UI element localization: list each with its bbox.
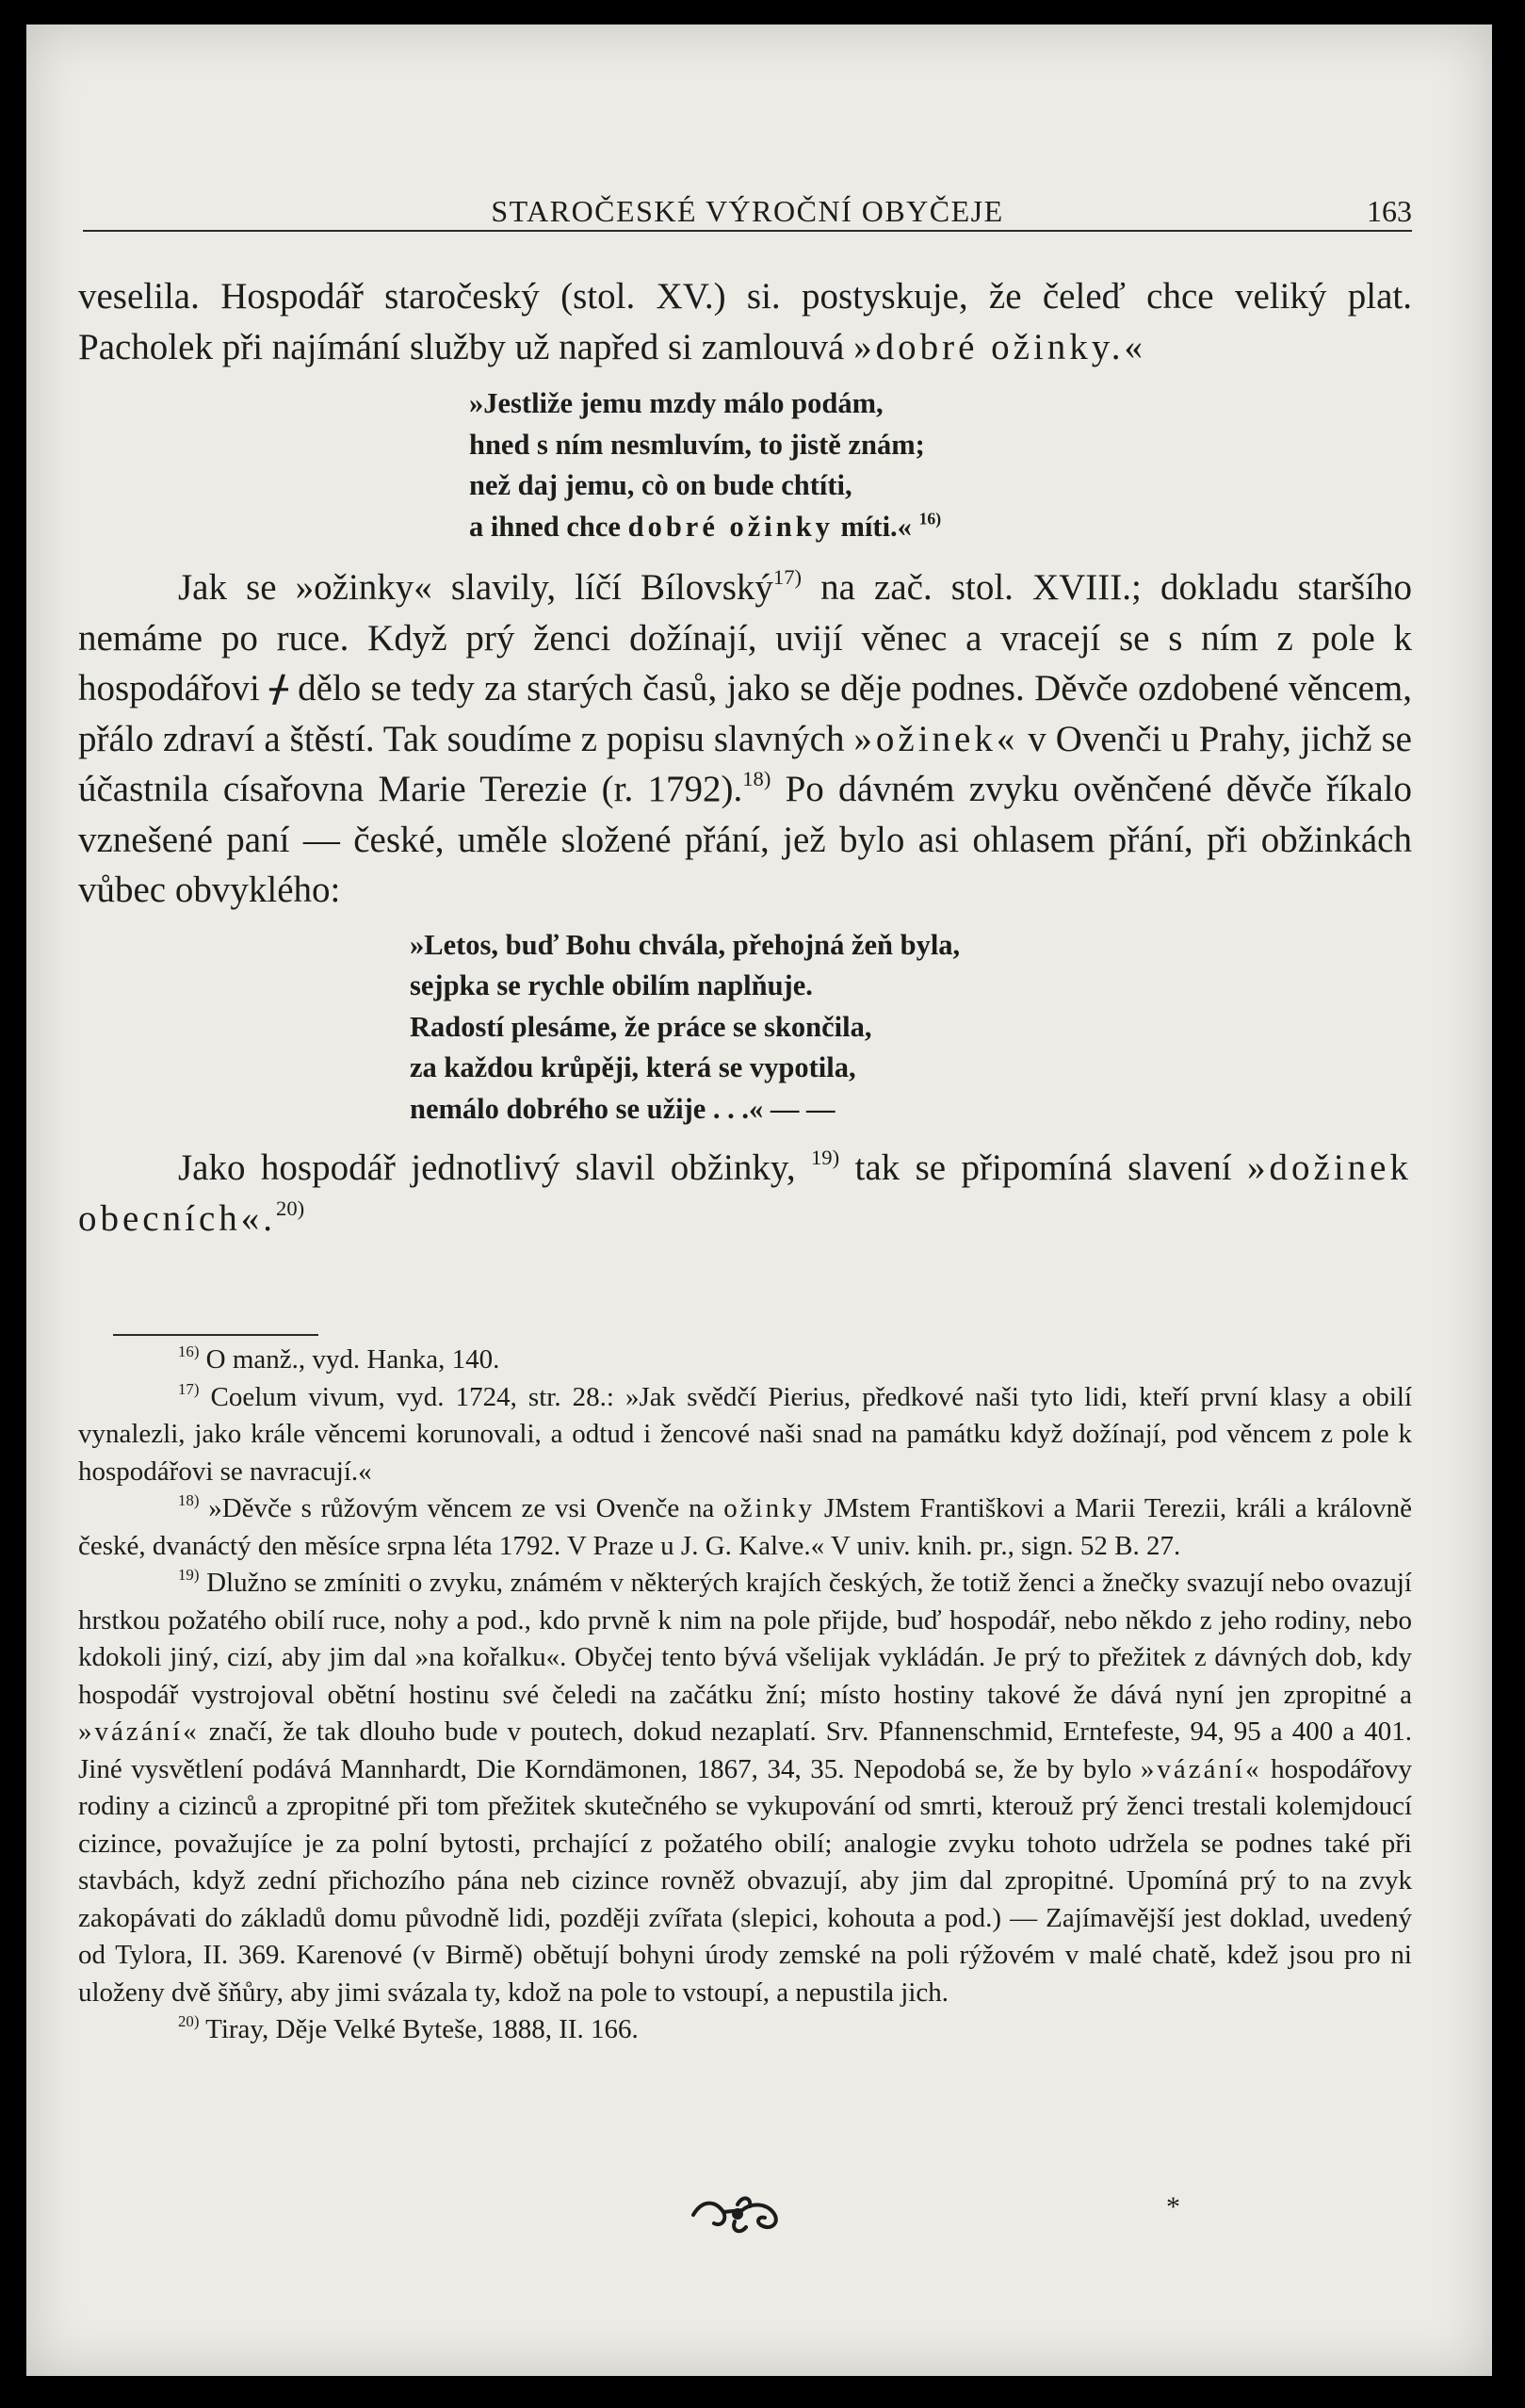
paragraph-text: na zač. stol. XVIII.; dokladu staršího nemáme po ruce. Když prý ženci dožínají, uvijí věnec a vracejí se s ním z pole k hospodářovi (78, 567, 1412, 708)
footnote-18 (78, 1490, 1412, 1565)
paragraph-text: Jak se »ožinky« slavily, líčí Bílovský (178, 567, 773, 608)
page-header (83, 168, 1412, 232)
footnote-ref: 19) (810, 1146, 840, 1170)
footnote-16 (78, 1342, 1412, 1379)
verse-line: než daj jemu, cò on bude chtíti, (469, 469, 852, 501)
verse-line (469, 507, 1412, 548)
spaced-term: »ožinek« (853, 718, 1019, 759)
footnote-text: Dlužno se zmíniti o zvyku, známém v některých krajích českých, že totiž ženci a žnečky svazují nebo ovazují hrstkou požatého obilí ruce, nohy a pod., kdo prvně k nim na pole přijde, buď hospodář, nebo někdo z jeho rodiny, nebo kdokoli jiný, cizí, aby jim dal »na kořalku«. Obyčej tento bývá všelijak vykládán. Je prý to přežitek z dávných dob, kdy hospodář vystrojoval obětní hostinu své čeledi na začátku žní; místo hostiny takové že dává nyní jen zpropitné a (78, 1568, 1412, 1710)
main-text (78, 271, 1412, 1244)
footnotes (78, 1342, 1412, 2049)
cross-mark: ᚋ (269, 668, 288, 708)
spaced-term: »dobré ožinky.« (853, 326, 1147, 367)
footnote-text: O manž., vyd. Hanka, 140. (199, 1344, 500, 1375)
verse-text: a ihned chce (469, 510, 628, 543)
footnote-ref: 18) (742, 767, 771, 791)
verse-line: nemálo dobrého se užije . . .« — — (410, 1092, 836, 1125)
paragraph-text: Jako hospodář jednotlivý slavil obžinky, (178, 1147, 796, 1188)
footnote-text: Coelum vivum, vyd. 1724, str. 28.: »Jak svědčí Pierius, předkové naši tyto lidi, kteří první klasy a obilí vynalezli, jako krále věncemi korunovali, a odtud i žencové naši snad na památku když dožínají, pod věncem z pole k hospodářovi se navracují.« (78, 1381, 1412, 1487)
verse-line: »Jestliže jemu mzdy málo podám, (469, 387, 884, 419)
printer-ornament-icon (686, 2191, 789, 2238)
footnote-text: »Děvče s růžovým věncem ze vsi Ovenče na (199, 1493, 724, 1523)
paragraph-1 (78, 271, 1412, 372)
spaced-term: ožinky (723, 1493, 816, 1523)
footnote-number: 17) (178, 1379, 200, 1398)
spaced-term: »vázání« (78, 1717, 200, 1747)
paragraph-text: dělo se tedy za starých časů, jako se děje podnes. Děvče ozdobené věncem, přálo zdraví a štěstí. Tak soudíme z popisu slavných (78, 668, 1413, 759)
paragraph-text: tak se připomíná slavení (839, 1147, 1248, 1188)
spaced-term: »dožinek obecních«. (78, 1147, 1412, 1239)
paragraph-text: v Ovenči u Prahy, jichž se účastnila císařovna Marie Terezie (r. 1792). (78, 718, 1412, 809)
verse-quote-2 (410, 925, 1412, 1131)
paragraph-2 (78, 562, 1412, 916)
footnote-text: Tiray, Děje Velké Byteše, 1888, II. 166. (199, 2014, 639, 2044)
footnote-number: 19) (178, 1566, 200, 1585)
footnote-ref: 16) (918, 509, 942, 529)
paragraph-3 (78, 1143, 1412, 1244)
footnote-17 (78, 1379, 1412, 1491)
spaced-term: dobré ožinky (627, 510, 834, 543)
verse-text: míti.« (833, 510, 912, 543)
verse-line: hned s ním nesmluvím, to jistě znám; (469, 428, 925, 461)
asterisk-mark: * (1166, 2191, 1180, 2222)
footnote-text: hospodářovy rodiny a cizinců a zpropitné při tom přežitek skutečného se vykupování od smrti, kterouž prý ženci trestali kolemjdoucí cizince, považujíce je za polní bytosti, prchající z požatého obilí; analogie zvyku tohoto udržela se podnes také při stavbách, když zední přichozího pána neb cizince rovněž obvazují, aby jim dal zpropitné. Upomíná prý to na zvyk zakopávati do základů domu původně lidi, později zvířata (slepici, kohouta a pod.) — Zajímavější jest doklad, uvedený od Tylora, II. 369. Karenové (v Birmě) obětují bohyni úrody zemské na poli rýžovém v malé chatě, kdež jsou pro ni uloženy dvě šňůry, aby jimi svázala ty, kdož na pole to vstoupí, a nepustila jich. (78, 1753, 1412, 2008)
footnote-text: JMstem Františkovi a Marii Terezii, králi a královně české, dvanáctý den měsíce srpna léta 1792. V Praze u J. G. Kalve.« V univ. knih. pr., sign. 52 B. 27. (78, 1493, 1413, 1561)
footnote-ref: 17) (772, 565, 803, 590)
footnote-divider (113, 1334, 318, 1336)
footnote-19 (78, 1565, 1412, 2011)
paragraph-1-text: veselila. Hospodář staročeský (stol. XV.) si. postyskuje, že čeleď chce veliký plat. Pacholek při najímání služby už napřed si zamlouvá (78, 276, 1412, 367)
verse-line: »Letos, buď Bohu chvála, přehojná žeň byla, (410, 928, 961, 961)
book-page (26, 24, 1492, 2376)
footnote-text: značí, že tak dlouho bude v poutech, dokud nezaplatí. Srv. Pfannenschmid, Erntefeste, 94, 95 a 400 a 401. Jiné vysvětlení podává Mannhardt, Die Korndämonen, 1867, 34, 35. Nepodobá se, že by bylo (78, 1717, 1412, 1784)
paragraph-text: Po dávném zvyku ověnčené děvče říkalo vznešené paní — české, uměle složené přání, jež bylo asi ohlasem přání, při obžinkách vůbec obvyklého: (78, 769, 1412, 910)
verse-quote-1 (469, 383, 1412, 547)
footnote-ref: 20) (276, 1196, 305, 1220)
running-title: STAROČESKÉ VÝROČNÍ OBYČEJE (491, 194, 1004, 228)
footnote-number: 16) (178, 1342, 200, 1361)
page-number: 163 (1367, 194, 1412, 228)
spaced-term: »vázání« (1140, 1753, 1262, 1784)
footnote-20 (78, 2011, 1412, 2049)
verse-line: sejpka se rychle obilím naplňuje. (410, 969, 813, 1001)
verse-line: Radostí plesáme, že práce se skončila, (410, 1010, 872, 1043)
footnote-number: 18) (178, 1491, 200, 1510)
verse-line: za každou krůpěji, která se vypotila, (410, 1051, 856, 1083)
footnote-number: 20) (178, 2012, 200, 2031)
